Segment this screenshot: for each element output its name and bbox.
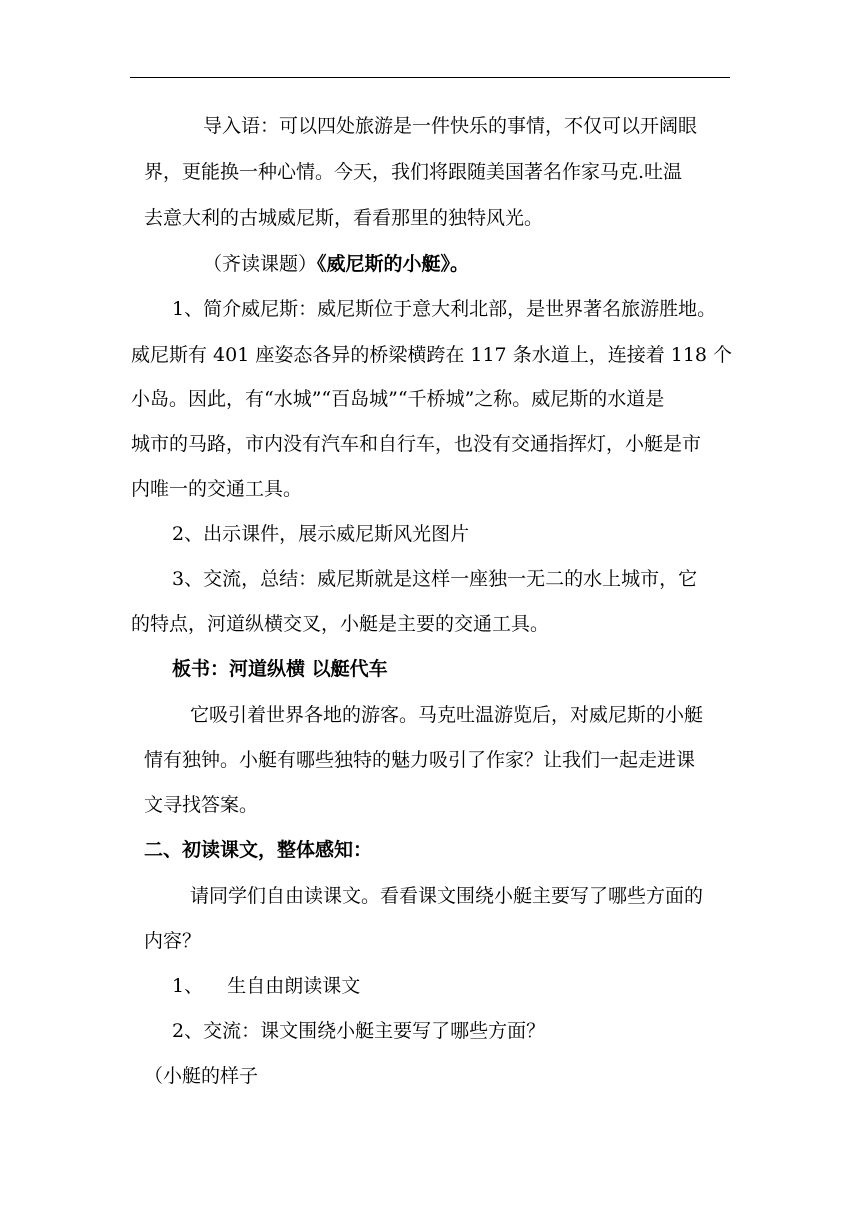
intro-line-1: 导入语：可以四处旅游是一件快乐的事情，不仅可以开阔眼 xyxy=(203,115,698,137)
part2-step-1: 1、 生自由朗读课文 xyxy=(172,975,361,997)
section1-line-4: 城市的马路，市内没有汽车和自行车，也没有交通指挥灯，小艇是市 xyxy=(131,433,702,455)
title-line xyxy=(203,252,469,276)
part2-heading: 二、初读课文，整体感知： xyxy=(144,839,373,861)
transition-line-3: 文寻找答案。 xyxy=(144,794,259,816)
transition-line-2: 情有独钟。小艇有哪些独特的魅力吸引了作家？让我们一起走进课 xyxy=(144,749,696,771)
title-prefix: （齐读课题） xyxy=(203,253,318,275)
section1-line-3: 小岛。因此，有“水城”“百岛城”“千桥城”之称。威尼斯的水道是 xyxy=(131,388,665,410)
part2-instruction-line-2: 内容？ xyxy=(144,930,202,952)
intro-line-3: 去意大利的古城威尼斯，看看那里的独特风光。 xyxy=(144,207,544,229)
part2-answer-start: （小艇的样子 xyxy=(144,1065,259,1087)
transition-line-1: 它吸引着世界各地的游客。马克吐温游览后，对威尼斯的小艇 xyxy=(190,704,704,726)
part2-step-2: 2、交流：课文围绕小艇主要写了哪些方面？ xyxy=(172,1020,546,1042)
section3-line-1: 3、交流，总结：威尼斯就是这样一座独一无二的水上城市，它 xyxy=(172,568,698,590)
section1-line-1: 1、简介威尼斯：威尼斯位于意大利北部，是世界著名旅游胜地。 xyxy=(172,298,717,320)
section1-line-2: 威尼斯有 401 座姿态各异的桥梁横跨在 117 条水道上，连接着 118 个 xyxy=(131,344,733,366)
part2-instruction-line-1: 请同学们自由读课文。看看课文围绕小艇主要写了哪些方面的 xyxy=(190,885,704,907)
header-rule xyxy=(130,77,730,78)
intro-line-2: 界，更能换一种心情。今天，我们将跟随美国著名作家马克.吐温 xyxy=(144,161,683,183)
section2-line: 2、出示课件，展示威尼斯风光图片 xyxy=(172,523,470,545)
section1-line-5: 内唯一的交通工具。 xyxy=(131,478,303,500)
blackboard-text: 板书：河道纵横 以艇代车 xyxy=(172,658,388,680)
lesson-title: 《威尼斯的小艇》。 xyxy=(317,253,470,275)
section3-line-2: 的特点，河道纵横交叉，小艇是主要的交通工具。 xyxy=(131,613,550,635)
